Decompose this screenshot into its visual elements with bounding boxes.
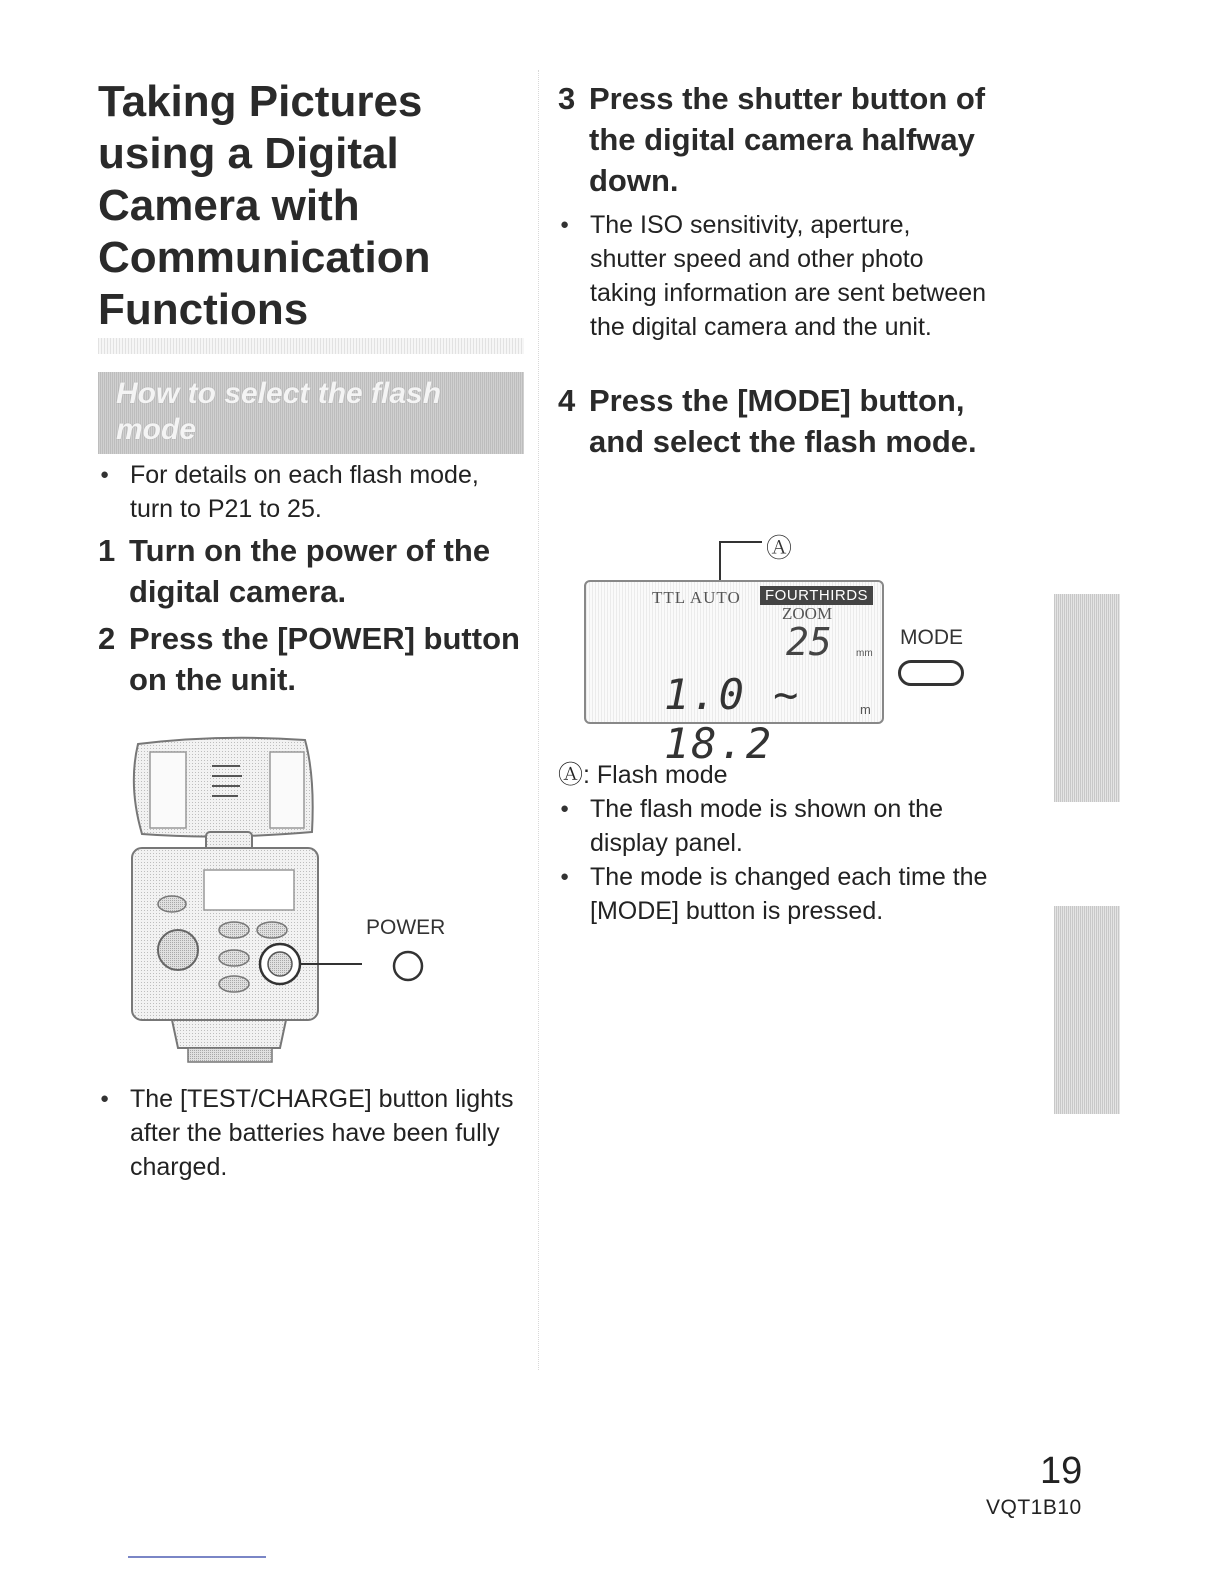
step-number: 3: [558, 81, 576, 116]
bottom-rule: [128, 1556, 266, 1558]
mode-button-illustration: [898, 660, 964, 686]
lcd-flash-mode: TTL AUTO: [652, 588, 741, 607]
lcd-zoom-label: ZOOM: [782, 604, 833, 623]
intro-bullet: ● For details on each flash mode, turn to P21 to 25.: [98, 458, 528, 526]
flash-unit-illustration: [120, 736, 440, 1066]
power-label: POWER: [366, 916, 446, 939]
step-text: Press the shutter button of the digital camera halfway down.: [589, 81, 986, 198]
step3-bullet-list: [558, 208, 988, 344]
lcd-focal-length: 25: [786, 620, 832, 664]
intro-bullet-list: [98, 458, 528, 526]
step-number: 1: [98, 533, 116, 568]
section-heading-band: [98, 372, 524, 454]
step-text: Press the [POWER] button on the unit.: [129, 621, 520, 697]
legend-flash-mode: Ⓐ: Flash mode: [558, 761, 728, 789]
step-1: [98, 530, 538, 612]
marker-a: Ⓐ: [766, 533, 793, 563]
page-title: Taking Pictures using a Digital Camera with Communication Functions: [98, 77, 431, 334]
step-text: Press the [MODE] button, and select the flash mode.: [589, 383, 977, 459]
step-2: [98, 618, 538, 700]
page-number: 19: [1040, 1450, 1083, 1492]
lcd-distance-range: 1.0 ~ 18.2: [664, 670, 801, 768]
lcd-range-unit: m: [860, 702, 871, 717]
title-rule: [98, 338, 524, 354]
column-divider: [538, 70, 539, 1370]
mode-label: MODE: [900, 626, 963, 649]
step-number: 4: [558, 383, 576, 418]
step-3: [558, 78, 988, 201]
step-4: [558, 380, 988, 462]
note-bullet: ● The [TEST/CHARGE] button lights after the batteries have been fully charged.: [98, 1082, 518, 1184]
lcd-fourthirds-badge: FOURTHIRDS: [760, 586, 873, 605]
note-bullet-list: [98, 1082, 518, 1184]
mode-bullet-list: [558, 792, 988, 928]
mode-bullet: ● The mode is changed each time the [MODE] button is pressed.: [558, 860, 988, 928]
lcd-focal-unit: mm: [856, 648, 873, 659]
thumb-tab-lower: [1054, 906, 1120, 1114]
step-number: 2: [98, 621, 116, 656]
step-text: Turn on the power of the digital camera.: [129, 533, 491, 609]
thumb-tab-upper: [1054, 594, 1120, 802]
section-heading: How to select the flash mode: [116, 377, 442, 446]
step3-bullet: ● The ISO sensitivity, aperture, shutter speed and other photo taking information are sent between the digital camera and the unit.: [558, 208, 988, 344]
mode-bullet: ● The flash mode is shown on the display panel.: [558, 792, 988, 860]
document-code: VQT1B10: [986, 1496, 1082, 1519]
lcd-display-panel: [584, 580, 884, 768]
